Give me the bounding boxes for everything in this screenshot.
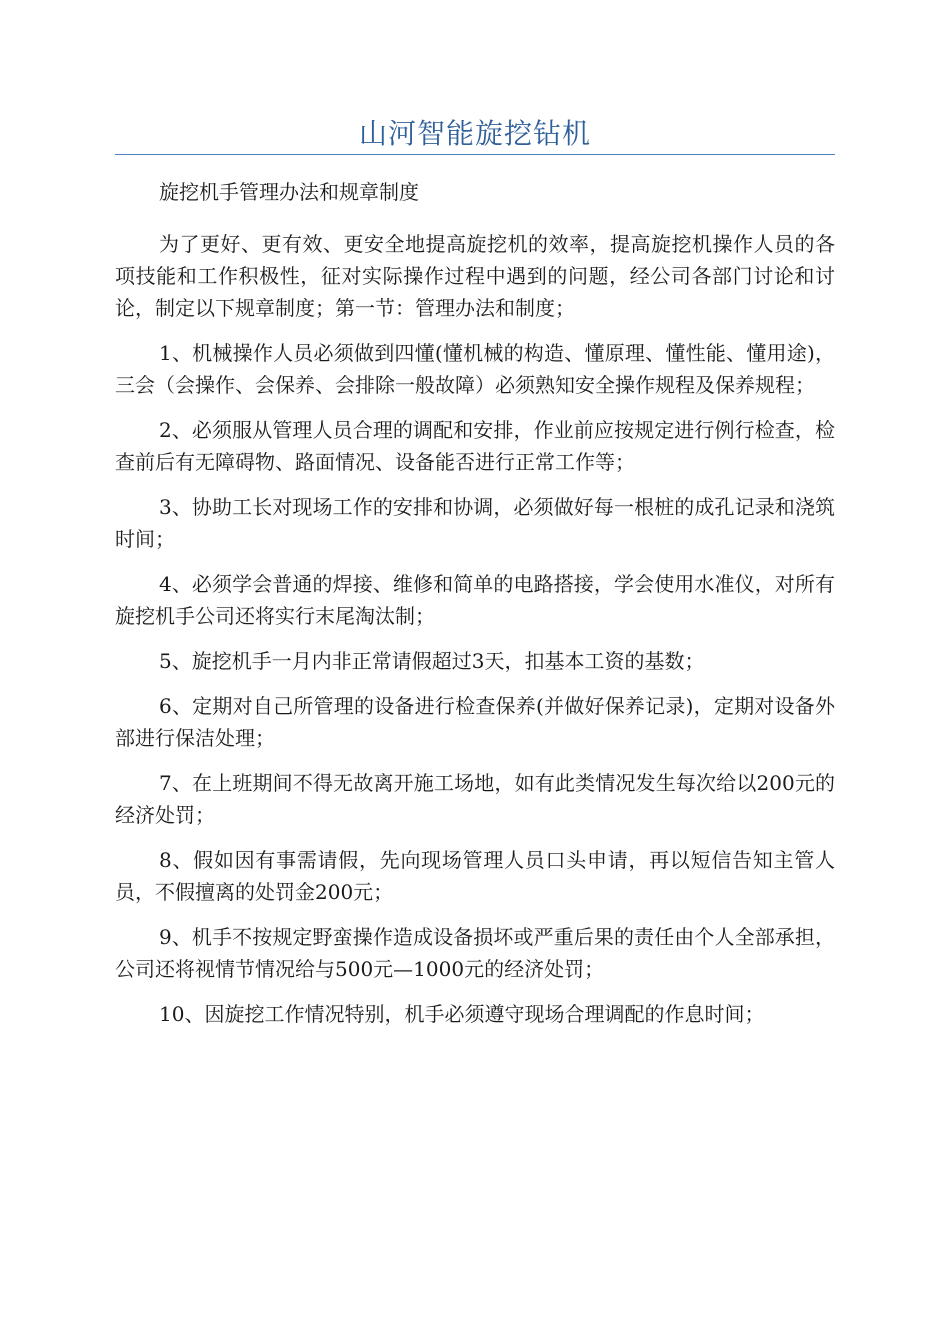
rule-item-10: 10、因旋挖工作情况特别，机手必须遵守现场合理调配的作息时间； (159, 1002, 765, 1026)
rule-item-5: 5、旋挖机手一月内非正常请假超过3天，扣基本工资的基数； (159, 649, 705, 673)
rule-item-2: 2、必须服从管理人员合理的调配和安排，作业前应按规定进行例行检查，检查前后有无障碍物、路面情况、设备能否进行正常工作等； (115, 418, 835, 474)
document-title: 山河智能旋挖钻机 (358, 117, 591, 150)
rule-item-7: 7、在上班期间不得无故离开施工场地，如有此类情况发生每次给以200元的经济处罚； (115, 771, 835, 827)
document-subtitle: 旋挖机手管理办法和规章制度 (159, 180, 419, 204)
rule-item-8: 8、假如因有事需请假，先向现场管理人员口头申请，再以短信告知主管人员，不假擅离的处罚金200元； (115, 848, 835, 904)
title-underline (115, 154, 835, 155)
intro-paragraph: 为了更好、更有效、更安全地提高旋挖机的效率，提高旋挖机操作人员的各项技能和工作积极性，征对实际操作过程中遇到的问题，经公司各部门讨论和讨论，制定以下规章制度；第一节：管理办法和制度； (115, 232, 835, 320)
rule-item-1: 1、机械操作人员必须做到四懂(懂机械的构造、懂原理、懂性能、懂用途)，三会（会操作、会保养、会排除一般故障）必须熟知安全操作规程及保养规程； (115, 341, 835, 397)
document-body (115, 176, 835, 1043)
rule-item-4: 4、必须学会普通的焊接、维修和简单的电路搭接，学会使用水准仪，对所有旋挖机手公司还将实行末尾淘汰制； (115, 572, 835, 628)
rule-item-9: 9、机手不按规定野蛮操作造成设备损坏或严重后果的责任由个人全部承担，公司还将视情节情况给与500元—1000元的经济处罚； (115, 925, 835, 981)
rule-item-3: 3、协助工长对现场工作的安排和协调，必须做好每一根桩的成孔记录和浇筑时间； (115, 495, 835, 551)
rule-item-6: 6、定期对自己所管理的设备进行检查保养(并做好保养记录)，定期对设备外部进行保洁处理； (115, 694, 835, 750)
